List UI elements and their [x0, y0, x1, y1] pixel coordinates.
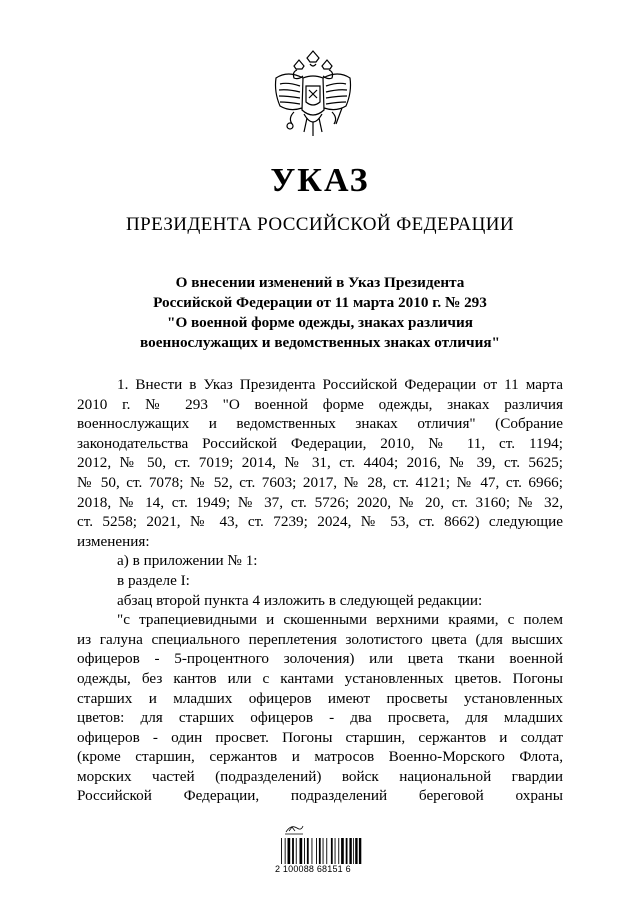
body-line: в разделе I:	[117, 571, 190, 589]
heading-line: О внесении изменений в Указ Президента	[175, 274, 465, 291]
body-line: Российской Федерации, подразделений береговой охраны	[77, 787, 563, 805]
body-line: старших и младших офицеров имеют просветы установленных	[77, 689, 563, 707]
barcode-icon	[281, 838, 363, 864]
body-line: законодательства Российской Федерации, 2010, № 11, ст. 1194;	[77, 434, 563, 452]
barcode-number: 2 100088 68151 6	[275, 864, 351, 874]
body-line: "с трапециевидными и скошенными верхними краями, с полем	[117, 611, 563, 629]
body-line: № 50, ст. 7078; № 52, ст. 7603; 2017, № 28, ст. 4121; № 47, ст. 6966;	[77, 473, 563, 491]
document-issuer: ПРЕЗИДЕНТА РОССИЙСКОЙ ФЕДЕРАЦИИ	[126, 214, 514, 235]
body-line: 2010 г. № 293 "О военной форме одежды, знаках различия	[77, 395, 563, 413]
body-line: морских частей (подразделений) войск национальной гвардии	[77, 767, 563, 785]
body-line: цветов: для старших офицеров - два просвета, для младших	[77, 709, 563, 727]
decree-heading	[100, 273, 540, 353]
printing-house-logo-icon	[283, 822, 305, 836]
body-line: ст. 5258; 2021, № 43, ст. 7239; 2024, № 53, ст. 8662) следующие	[77, 513, 563, 531]
heading-line: "О военной форме одежды, знаках различия	[167, 314, 473, 331]
body-line: 2018, № 14, ст. 1949; № 37, ст. 5726; 2020, № 20, ст. 3160; № 32,	[77, 493, 563, 511]
body-line: (кроме старшин, сержантов и матросов Военно-Морского Флота,	[77, 748, 563, 766]
body-line: 1. Внести в Указ Президента Российской Федерации от 11 марта	[117, 376, 563, 393]
body-line: военнослужащих и ведомственных знаках отличия" (Собрание	[77, 415, 563, 433]
body-line: изменения:	[77, 532, 150, 550]
body-line: офицеров - 5-процентного золочения) или цвета ткани военной	[77, 650, 563, 668]
heading-line: военнослужащих и ведомственных знаках отличия"	[140, 334, 500, 351]
body-line: одежды, без кантов или с кантами установленных цветов. Погоны	[77, 669, 563, 687]
body-line: из галуна специального переплетения золотистого цвета (для высших	[77, 630, 563, 648]
body-line: а) в приложении № 1:	[117, 552, 258, 570]
body-line: 2012, № 50, ст. 7019; 2014, № 31, ст. 4404; 2016, № 39, ст. 5625;	[77, 454, 563, 472]
body-line: абзац второй пункта 4 изложить в следующей редакции:	[117, 591, 483, 609]
coat-of-arms-icon	[270, 48, 356, 148]
heading-line: Российской Федерации от 11 марта 2010 г. № 293	[153, 294, 487, 311]
decree-body	[77, 375, 563, 806]
document-title: УКАЗ	[270, 162, 370, 199]
body-line: офицеров - один просвет. Погоны старшин, сержантов и солдат	[77, 728, 563, 746]
